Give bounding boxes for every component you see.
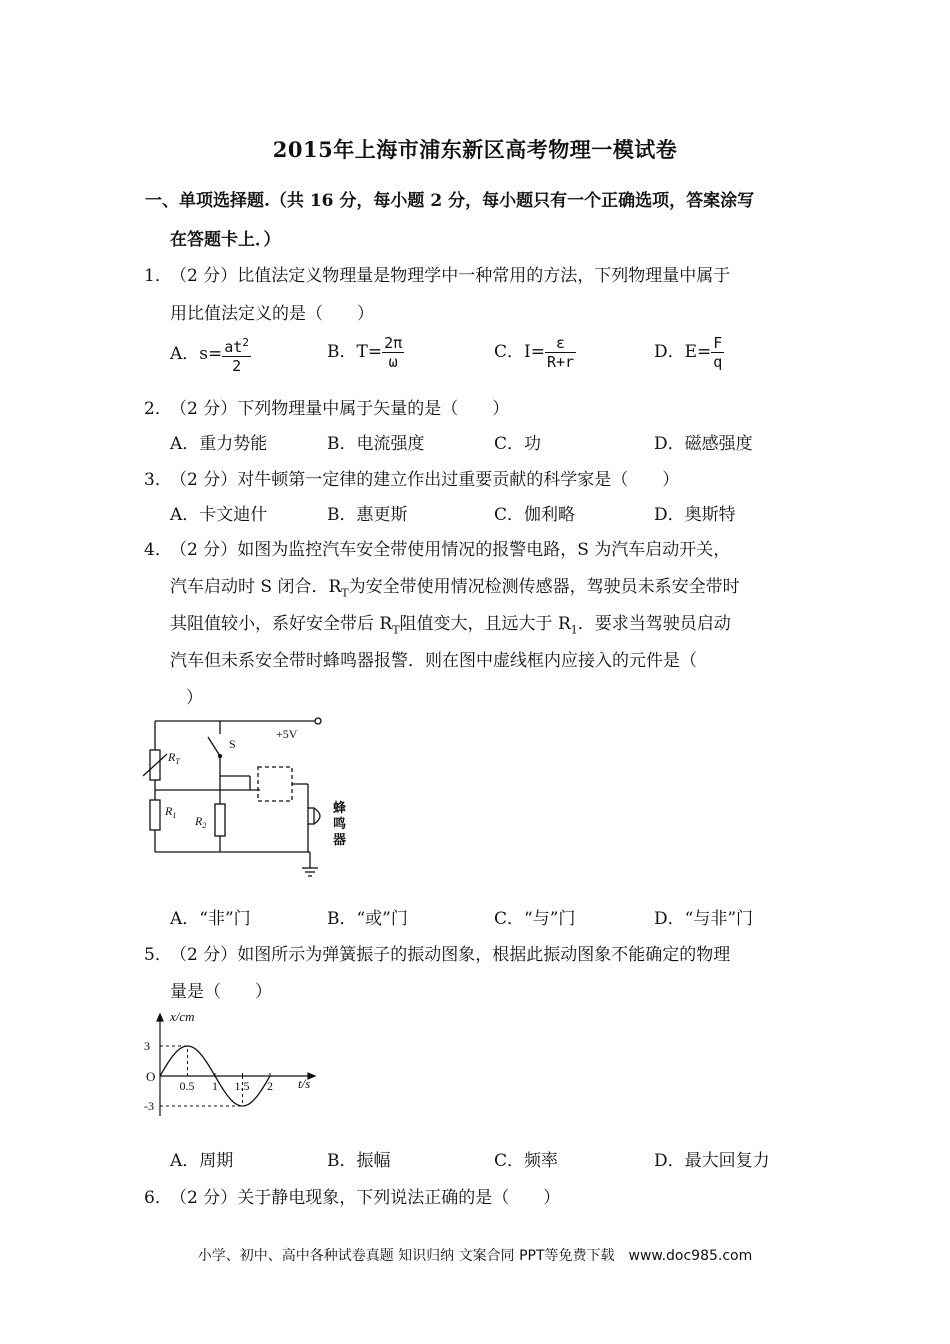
- q1-option-d-prefix: D．E=: [654, 342, 712, 362]
- q5-option-b: B．振幅: [327, 1151, 391, 1171]
- y-tick-label-1: -3: [144, 1099, 154, 1113]
- q1-option-a: [170, 334, 251, 375]
- q2-stem-line1: （2 分）下列物理量中属于矢量的是（ ）: [170, 399, 510, 419]
- label-switch-s: S: [229, 737, 236, 751]
- chart-xlabel: t/s: [298, 1076, 311, 1091]
- q1-option-d: [654, 334, 724, 371]
- dashed-logic-gate-box: [258, 767, 292, 801]
- resistor-r2: [215, 804, 225, 836]
- q1-option-a-prefix: A．s=: [170, 344, 223, 364]
- q4-line3-sub2: 1: [570, 623, 578, 637]
- q3-number: 3．: [144, 470, 172, 490]
- x-tick-label-3: 2: [267, 1079, 273, 1093]
- q2-option-a: A．重力势能: [170, 434, 268, 454]
- q5-stem-line1: （2 分）如图所示为弹簧振子的振动图象，根据此振动图象不能确定的物理: [170, 945, 731, 965]
- q1-option-b-fraction: [382, 334, 404, 371]
- q4-stem-line2: [170, 572, 740, 599]
- q4-line2-r: R: [328, 577, 342, 597]
- q2-option-c: C．功: [494, 434, 542, 454]
- q5-option-a: A．周期: [170, 1151, 234, 1171]
- q3-option-c: C．伽利略: [494, 505, 576, 525]
- buzzer-cone: [314, 808, 320, 824]
- q1-option-b-numerator: 2π: [384, 334, 403, 352]
- label-rt: [167, 750, 180, 766]
- q1-number: 1．: [144, 266, 172, 286]
- q1-option-d-numerator: F: [713, 334, 723, 352]
- q4-number: 4．: [144, 540, 172, 560]
- q5-number: 5．: [144, 945, 172, 965]
- q4-circuit-diagram: [140, 712, 370, 887]
- q4-option-a: A．“非”门: [170, 909, 251, 929]
- q1-option-b-denominator: ω: [388, 353, 398, 371]
- q4-line2-part2: 为安全带使用情况检测传感器，驾驶员未系安全带时: [348, 577, 740, 597]
- buzzer-body: [308, 808, 314, 824]
- q4-option-b: B．“或”门: [327, 909, 408, 929]
- label-rt-r: R: [168, 750, 176, 764]
- q1-option-d-fraction: [711, 334, 724, 371]
- label-r2-sub: 2: [202, 821, 207, 830]
- chart-ylabel: x/cm: [170, 1009, 195, 1024]
- terminal-5v: [315, 718, 321, 724]
- q4-stem-line3: [170, 609, 731, 636]
- exam-title: 2015年上海市浦东新区高考物理一模试卷: [272, 137, 678, 162]
- q2-number: 2．: [144, 399, 172, 419]
- label-r2-r: R: [195, 814, 203, 828]
- q4-stem-line5: ）: [186, 688, 203, 708]
- q2-option-b: B．电流强度: [327, 434, 425, 454]
- q4-line3-part3: ．要求当驾驶员启动: [577, 614, 731, 634]
- label-rt-sub: T: [175, 757, 180, 766]
- q1-option-c-numerator: ε: [545, 334, 576, 353]
- chart-origin: O: [146, 1069, 156, 1084]
- label-5v: +5V: [276, 727, 298, 741]
- q3-stem-line1: （2 分）对牛顿第一定律的建立作出过重要贡献的科学家是（ ）: [170, 470, 680, 490]
- q1-option-c-fraction: [545, 334, 576, 371]
- q4-stem-line4: 汽车但未系安全带时蜂鸣器报警．则在图中虚线框内应接入的元件是（: [170, 651, 697, 671]
- resistor-r1: [150, 800, 160, 830]
- y-axis-arrow: [157, 1014, 163, 1021]
- q6-number: 6．: [144, 1188, 172, 1208]
- q5-option-c: C．频率: [494, 1151, 559, 1171]
- q1-stem-line2: 用比值法定义的是（ ）: [170, 304, 374, 324]
- label-r2: [194, 814, 206, 830]
- q5-stem-line2: 量是（ ）: [170, 982, 272, 1002]
- q1-stem-line1: （2 分）比值法定义物理量是物理学中一种常用的方法，下列物理量中属于: [170, 266, 731, 286]
- label-r1: [164, 804, 176, 820]
- q4-line2-sub: T: [341, 586, 349, 600]
- label-r1-sub: 1: [172, 811, 177, 820]
- x-tick-label-0: 0.5: [179, 1079, 195, 1093]
- q5-vibration-chart: [140, 1006, 340, 1126]
- section-heading-line1: 一、单项选择题.（共 16 分，每小题 2 分，每小题只有一个正确选项，答案涂写: [145, 191, 755, 211]
- q3-option-b: B．惠更斯: [327, 505, 408, 525]
- q1-option-c: [494, 334, 576, 371]
- q4-line3-part1: 其阻值较小，系好安全带后 R: [170, 614, 393, 634]
- section-heading-line2: 在答题卡上．）: [170, 230, 281, 250]
- q1-option-a-denominator: 2: [232, 357, 242, 375]
- x-tick-label-2: 1.5: [234, 1079, 250, 1093]
- q4-line2-part1: 汽车启动时 S 闭合．: [170, 577, 329, 597]
- q5-option-d: D．最大回复力: [654, 1151, 770, 1171]
- label-buzzer-3: 器: [333, 832, 347, 847]
- q4-line3-part2: 阻值变大，且远大于 R: [399, 614, 571, 634]
- q1-option-a-fraction: [222, 334, 251, 375]
- y-tick-label-0: 3: [144, 1039, 150, 1053]
- q2-option-d: D．磁感强度: [654, 434, 753, 454]
- q1-option-a-exponent: 2: [242, 336, 249, 349]
- q1-option-b: [327, 334, 404, 371]
- q3-option-d: D．奥斯特: [654, 505, 736, 525]
- q1-option-c-prefix: C．I=: [494, 342, 545, 362]
- q4-stem-line1: （2 分）如图为监控汽车安全带使用情况的报警电路，S 为汽车启动开关，: [170, 540, 731, 560]
- x-tick-label-1: 1: [212, 1079, 218, 1093]
- q4-line3-sub1: T: [392, 623, 400, 637]
- q3-option-a: A．卡文迪什: [170, 505, 268, 525]
- q1-option-a-numerator: at: [224, 338, 243, 356]
- label-r1-r: R: [165, 804, 173, 818]
- q1-option-b-prefix: B．T=: [327, 342, 383, 362]
- switch-s: [208, 737, 220, 756]
- switch-pivot: [219, 755, 222, 758]
- page-footer: 小学、初中、高中各种试卷真题 知识归纳 文案合同 PPT等免费下载 www.doc985.com: [197, 1248, 753, 1264]
- q4-option-d: D．“与非”门: [654, 909, 754, 929]
- label-buzzer-1: 蜂: [333, 800, 347, 815]
- q1-option-d-denominator: q: [713, 353, 723, 371]
- q1-option-c-denominator: R+r: [546, 353, 575, 371]
- q4-option-c: C．“与”门: [494, 909, 576, 929]
- q6-stem-line1: （2 分）关于静电现象，下列说法正确的是（ ）: [170, 1188, 561, 1208]
- label-buzzer-2: 鸣: [333, 816, 347, 831]
